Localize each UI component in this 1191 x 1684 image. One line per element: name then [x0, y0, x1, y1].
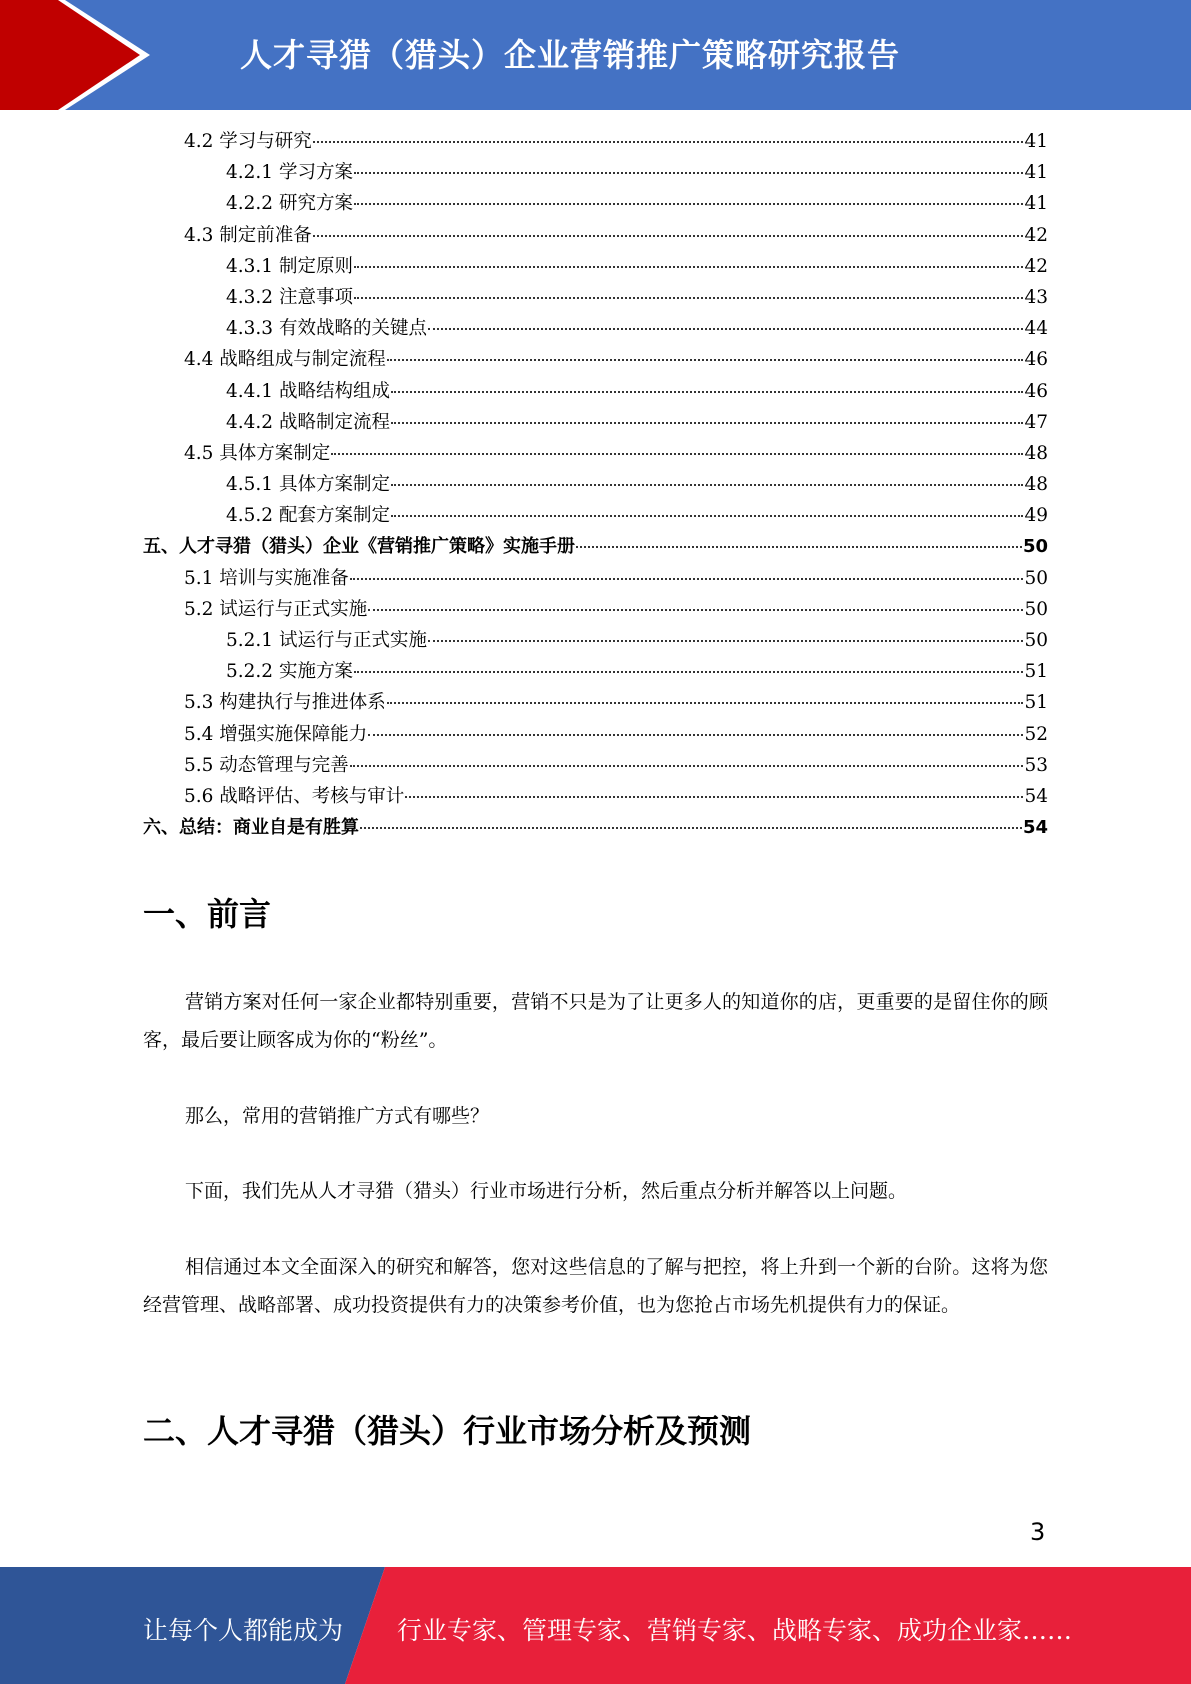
toc-dot-leader	[391, 422, 1023, 424]
section-heading-market-analysis: 二、人才寻猎（猎头）行业市场分析及预测	[143, 1412, 752, 1450]
toc-entry-page: 44	[1024, 318, 1048, 340]
toc-entry[interactable]	[143, 626, 1048, 657]
toc-dot-leader	[354, 266, 1024, 268]
toc-entry[interactable]	[143, 127, 1048, 158]
toc-entry[interactable]	[143, 720, 1048, 751]
toc-entry-page: 53	[1024, 754, 1048, 776]
toc-entry-label: 5.3 构建执行与推进体系	[184, 692, 386, 714]
toc-entry-page: 48	[1024, 474, 1048, 496]
toc-dot-leader	[360, 827, 1022, 829]
toc-entry-label: 5.4 增强实施保障能力	[184, 723, 368, 745]
section-heading-preface: 一、前言	[143, 895, 272, 933]
toc-dot-leader	[313, 235, 1024, 237]
toc-entry[interactable]	[143, 470, 1048, 501]
toc-dot-leader	[576, 546, 1022, 548]
toc-dot-leader	[354, 297, 1024, 299]
page-number: 3	[1030, 1518, 1046, 1546]
toc-entry-page: 47	[1024, 411, 1048, 433]
paragraph: 那么，常用的营销推广方式有哪些？	[185, 1105, 490, 1127]
toc-entry-label: 4.2.1 学习方案	[226, 162, 353, 184]
toc-entry-page: 41	[1024, 162, 1048, 184]
toc-entry[interactable]	[143, 345, 1048, 376]
toc-dot-leader	[313, 141, 1024, 143]
toc-entry[interactable]	[143, 377, 1048, 408]
toc-dot-leader	[391, 484, 1023, 486]
toc-entry-label: 5.2.2 实施方案	[226, 661, 353, 683]
toc-entry-label: 4.3.1 制定原则	[226, 255, 353, 277]
toc-dot-leader	[331, 453, 1023, 455]
toc-entry-label: 4.4.1 战略结构组成	[226, 380, 390, 402]
toc-entry[interactable]	[143, 158, 1048, 189]
toc-entry-page: 46	[1024, 380, 1048, 402]
toc-entry-page: 51	[1024, 661, 1048, 683]
toc-dot-leader	[387, 702, 1024, 704]
toc-entry[interactable]	[143, 252, 1048, 283]
toc-entry-label: 4.3 制定前准备	[184, 224, 312, 246]
toc-dot-leader	[428, 328, 1023, 330]
toc-entry-label: 六、总结：商业自是有胜算	[143, 817, 359, 839]
footer-slogan-right: 行业专家、管理专家、营销专家、战略专家、成功企业家……	[397, 1616, 1073, 1645]
toc-entry-page: 54	[1024, 785, 1048, 807]
toc-entry-page: 49	[1024, 505, 1048, 527]
toc-entry[interactable]	[143, 221, 1048, 252]
toc-entry-page: 42	[1024, 224, 1048, 246]
toc-entry-label: 4.5 具体方案制定	[184, 442, 331, 464]
document-title: 人才寻猎（猎头）企业营销推广策略研究报告	[240, 36, 901, 74]
toc-entry-label: 4.4.2 战略制定流程	[226, 411, 390, 433]
footer-slogan-left: 让每个人都能成为	[143, 1616, 344, 1645]
toc-entry-page: 52	[1024, 723, 1048, 745]
toc-entry-page: 41	[1024, 193, 1048, 215]
toc-entry[interactable]	[143, 564, 1048, 595]
toc-entry-page: 50	[1024, 630, 1048, 651]
toc-dot-leader	[350, 578, 1024, 580]
toc-entry-label: 4.5.2 配套方案制定	[226, 505, 390, 527]
toc-entry[interactable]	[143, 657, 1048, 688]
toc-entry-label: 5.6 战略评估、考核与审计	[184, 785, 405, 807]
paragraph: 营销方案对任何一家企业都特别重要，营销不只是为了让更多人的知道你的店，更重要的是留住你的顾客，最后要让顾客成为你的“粉丝”。	[143, 991, 1048, 1051]
toc-dot-leader	[354, 671, 1024, 673]
toc-entry-label: 5.2 试运行与正式实施	[184, 598, 368, 620]
toc-dot-leader	[387, 359, 1024, 361]
toc-dot-leader	[391, 515, 1023, 517]
toc-entry-page: 51	[1024, 692, 1048, 714]
toc-entry[interactable]	[143, 501, 1048, 532]
toc-entry-label: 4.3.2 注意事项	[226, 286, 353, 308]
toc-dot-leader	[405, 796, 1023, 798]
paragraph: 相信通过本文全面深入的研究和解答，您对这些信息的了解与把控，将上升到一个新的台阶。这将为您经营管理、战略部署、成功投资提供有力的决策参考价值，也为您抢占市场先机提供有力的保证。	[143, 1256, 1048, 1316]
toc-entry-page: 46	[1024, 349, 1048, 371]
toc-dot-leader	[354, 172, 1024, 174]
paragraph: 下面，我们先从人才寻猎（猎头）行业市场进行分析，然后重点分析并解答以上问题。	[185, 1180, 908, 1202]
toc-entry[interactable]	[143, 688, 1048, 719]
toc-entry-page: 50	[1022, 536, 1048, 558]
toc-dot-leader	[354, 203, 1024, 205]
toc-entry[interactable]	[143, 532, 1048, 563]
toc-entry-page: 50	[1024, 567, 1048, 589]
toc-dot-leader	[391, 391, 1023, 393]
toc-entry[interactable]	[143, 408, 1048, 439]
toc-entry-label: 4.4 战略组成与制定流程	[184, 349, 386, 371]
toc-entry-page: 54	[1022, 817, 1048, 839]
toc-entry-page: 42	[1024, 255, 1048, 277]
toc-entry-label: 4.2 学习与研究	[184, 131, 312, 152]
toc-dot-leader	[350, 765, 1024, 767]
page-header	[0, 0, 1191, 110]
toc-dot-leader	[368, 609, 1023, 611]
toc-entry-label: 五、人才寻猎（猎头）企业《营销推广策略》实施手册	[143, 536, 575, 558]
toc-entry-page: 43	[1024, 286, 1048, 308]
toc-entry[interactable]	[143, 439, 1048, 470]
toc-entry[interactable]	[143, 751, 1048, 782]
toc-entry[interactable]	[143, 595, 1048, 626]
toc-entry-page: 50	[1024, 598, 1048, 620]
toc-entry-label: 5.5 动态管理与完善	[184, 754, 349, 776]
toc-entry-page: 41	[1024, 131, 1048, 152]
toc-dot-leader	[368, 734, 1023, 736]
table-of-contents	[143, 127, 1048, 844]
toc-entry-label: 5.2.1 试运行与正式实施	[226, 630, 427, 651]
toc-entry[interactable]	[143, 189, 1048, 220]
toc-entry[interactable]	[143, 283, 1048, 314]
toc-entry-label: 4.2.2 研究方案	[226, 193, 353, 215]
toc-entry-page: 48	[1024, 442, 1048, 464]
toc-entry-label: 4.5.1 具体方案制定	[226, 474, 390, 496]
toc-entry[interactable]	[143, 314, 1048, 345]
toc-entry-label: 5.1 培训与实施准备	[184, 567, 349, 589]
page-footer	[0, 1567, 1191, 1684]
toc-entry[interactable]	[143, 813, 1048, 844]
toc-entry-label: 4.3.3 有效战略的关键点	[226, 318, 427, 340]
toc-entry[interactable]	[143, 782, 1048, 813]
toc-dot-leader	[428, 640, 1023, 642]
